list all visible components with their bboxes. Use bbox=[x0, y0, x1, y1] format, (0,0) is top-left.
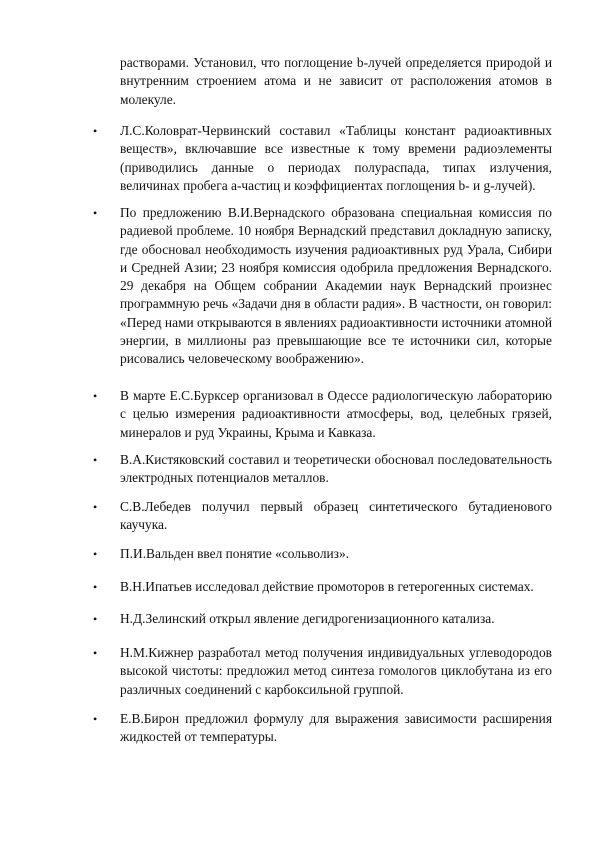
list-item: Н.М.Кижнер разработал метод получения индивидуальных углеводородов высокой чистоты: предложил метод синтеза гомологов циклобутана из его различных соединений с карбоксильной группой. bbox=[120, 645, 552, 697]
list-item: Н.Д.Зелинский открыл явление дегидрогенизационного катализа. bbox=[120, 611, 495, 626]
list-item: По предложению В.И.Вернадского образована специальная комиссия по радиевой проблеме. 10 ноября Вернадский представил докладную записку, где обосновал необходимость изучения радиоактивных руд Урала, Сибири и Средней Азии; 23 ноября комиссия одобрила предложения Вернадского. 29 декабря на Общем собрании Академии наук Вернадский произнес программную речь «Задачи дня в области радия». В частности, он говорил: «Перед нами открываются в явлениях радиоактивности источники атомной энергии, в миллионы раз превышающие все те источники сил, которые рисовались человеческому воображению». bbox=[120, 205, 552, 367]
bullet-icon: • bbox=[93, 206, 98, 220]
bullet-icon: • bbox=[93, 646, 98, 660]
bullet-icon: • bbox=[93, 500, 98, 514]
list-item: В.А.Кистяковский составил и теоретически обосновал последовательность электродных потенциалов металлов. bbox=[120, 452, 552, 486]
bullet-icon: • bbox=[93, 612, 98, 626]
list-item: В марте Е.С.Бурксер организовал в Одессе радиологическую лабораторию с целью измерения радиоактивности атмосферы, вод, целебных грязей, минералов и руд Украины, Крыма и Кавказа. bbox=[120, 388, 552, 440]
bullet-icon: • bbox=[93, 453, 98, 467]
bullet-icon: • bbox=[93, 547, 98, 561]
bullet-icon: • bbox=[93, 124, 98, 138]
list-item: С.В.Лебедев получил первый образец синтетического бутадиенового каучука. bbox=[120, 499, 552, 533]
continuation-paragraph: растворами. Установил, что поглощение b-лучей определяется природой и внутренним строением атома и не зависит от расположения атомов в молекуле. bbox=[120, 55, 552, 107]
list-item: П.И.Вальден ввел понятие «сольволиз». bbox=[120, 546, 350, 561]
bullet-icon: • bbox=[93, 580, 98, 594]
bullet-icon: • bbox=[93, 712, 98, 726]
list-item: Л.С.Коловрат-Червинский составил «Таблицы констант радиоактивных веществ», включавшие все известные к тому времени радиоэлементы (приводились данные о периодах полураспада, типах излучения, величинах пробега а-частиц и коэффициентах поглощения b- и g-лучей). bbox=[120, 123, 552, 193]
list-item: В.Н.Ипатьев исследовал действие промоторов в гетерогенных системах. bbox=[120, 579, 534, 594]
bullet-icon: • bbox=[93, 389, 98, 403]
list-item: Е.В.Бирон предложил формулу для выражения зависимости расширения жидкостей от температуры. bbox=[120, 711, 552, 745]
